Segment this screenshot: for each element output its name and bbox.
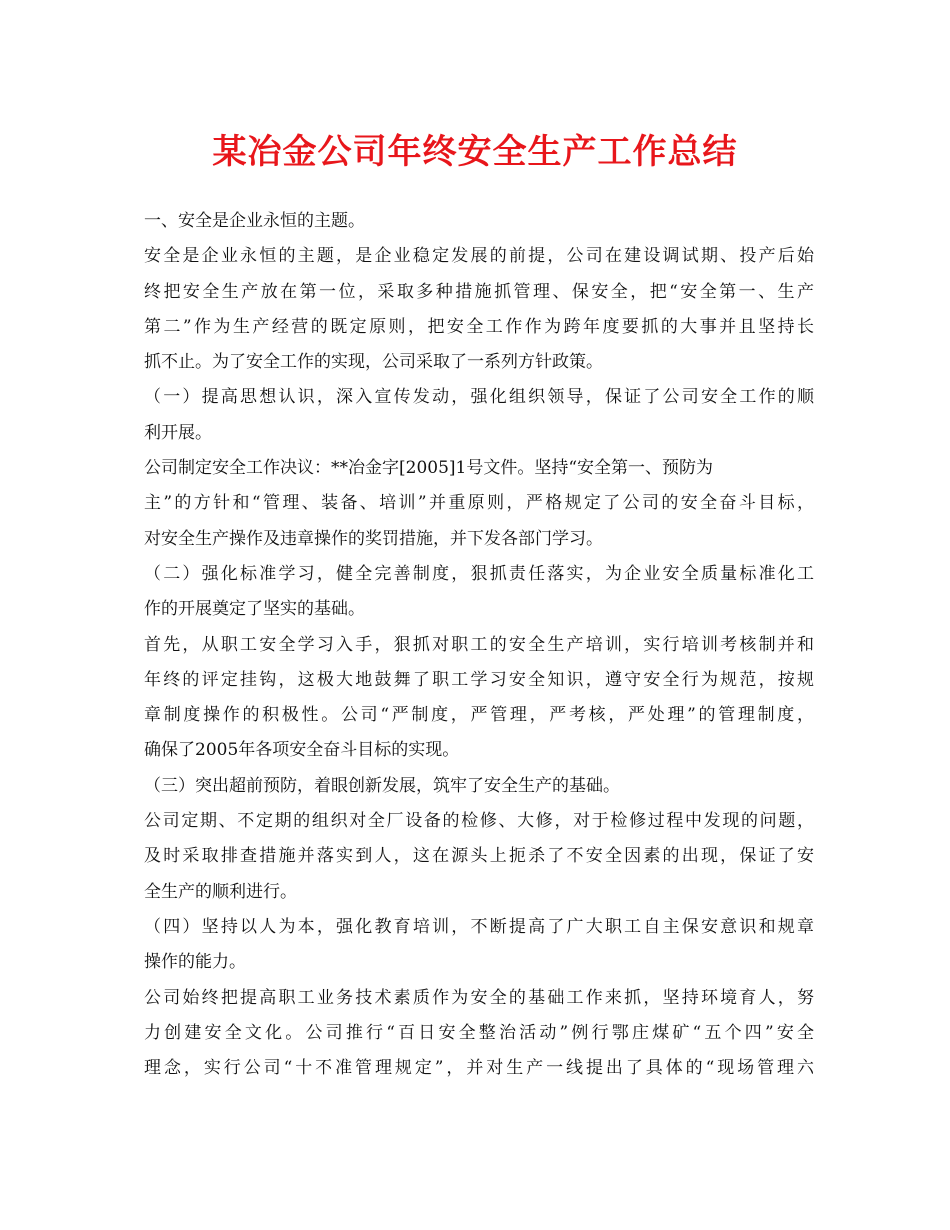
- body-line: 全生产的顺利进行。: [144, 881, 297, 902]
- body-line: 一、安全是企业永恒的主题。: [144, 211, 365, 231]
- body-line: 确保了2005年各项安全奋斗目标的实现。: [144, 740, 460, 761]
- body-line: 终把安全生产放在第一位，采取多种措施抓管理、保安全，把“安全第一、生产: [144, 281, 814, 302]
- document-title: 某冶金公司年终安全生产工作总结: [212, 132, 738, 172]
- body-line: 章制度操作的积极性。公司“严制度，严管理，严考核，严处理”的管理制度，: [144, 705, 814, 726]
- body-line: 年终的评定挂钩，这极大地鼓舞了职工学习安全知识，遵守安全行为规范，按规: [144, 669, 814, 690]
- document-body: [144, 204, 814, 1086]
- body-line: 第二”作为生产经营的既定原则，把安全工作作为跨年度要抓的大事并且坚持长: [144, 316, 814, 337]
- body-line: 公司始终把提高职工业务技术素质作为安全的基础工作来抓，坚持环境育人，努: [144, 987, 814, 1008]
- body-line: （四）坚持以人为本，强化教育培训，不断提高了广大职工自主保安意识和规章: [144, 916, 814, 937]
- body-line: 公司制定安全工作决议：**冶金字[2005]1号文件。坚持“安全第一、预防为: [144, 458, 714, 479]
- body-line: 操作的能力。: [144, 952, 246, 973]
- body-line: （三）突出超前预防，着眼创新发展，筑牢了安全生产的基础。: [144, 775, 620, 796]
- body-line: 作的开展奠定了坚实的基础。: [144, 599, 365, 620]
- body-line: 主”的方针和“管理、装备、培训”并重原则，严格规定了公司的安全奋斗目标，: [144, 493, 814, 514]
- body-line: 及时采取排查措施并落实到人，这在源头上扼杀了不安全因素的出现，保证了安: [144, 846, 814, 867]
- body-line: 公司定期、不定期的组织对全厂设备的检修、大修，对于检修过程中发现的问题，: [144, 811, 814, 832]
- body-line: 对安全生产操作及违章操作的奖罚措施，并下发各部门学习。: [144, 528, 603, 549]
- body-line: （一）提高思想认识，深入宣传发动，强化组织领导，保证了公司安全工作的顺: [144, 387, 814, 408]
- body-line: 安全是企业永恒的主题，是企业稳定发展的前提，公司在建设调试期、投产后始: [144, 246, 814, 267]
- body-line: 利开展。: [144, 422, 212, 443]
- body-line: 力创建安全文化。公司推行“百日安全整治活动”例行鄂庄煤矿“五个四”安全: [144, 1022, 814, 1043]
- body-line: 抓不止。为了安全工作的实现，公司采取了一系列方针政策。: [144, 352, 603, 373]
- body-line: （二）强化标准学习，健全完善制度，狠抓责任落实，为企业安全质量标准化工: [144, 563, 814, 584]
- body-line: 理念，实行公司“十不准管理规定”，并对生产一线提出了具体的“现场管理六: [144, 1058, 814, 1079]
- body-line: 首先，从职工安全学习入手，狠抓对职工的安全生产培训，实行培训考核制并和: [144, 634, 814, 655]
